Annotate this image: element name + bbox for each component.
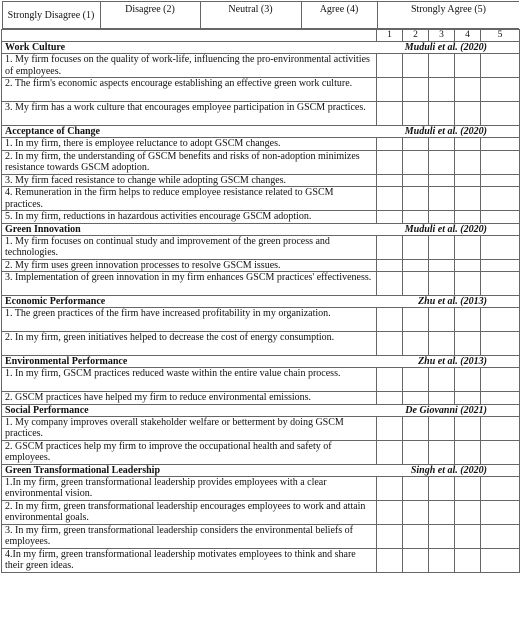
question-row	[2, 174, 520, 187]
rating-cell-3[interactable]	[429, 440, 455, 464]
rating-cell-1[interactable]	[377, 211, 403, 224]
rating-cell-5[interactable]	[481, 500, 520, 524]
question-text: 3. In my firm, green transformational leadership considers the environmental beliefs of employees.	[2, 524, 377, 548]
rating-cell-4[interactable]	[455, 272, 481, 296]
scale-strongly-agree: Strongly Agree (5)	[377, 2, 519, 29]
rating-cell-1[interactable]	[377, 332, 403, 356]
rating-cell-5[interactable]	[481, 416, 520, 440]
rating-cell-2[interactable]	[403, 524, 429, 548]
section-header-row	[2, 464, 520, 476]
section-source: Singh et al. (2020)	[377, 464, 520, 476]
rating-cell-3[interactable]	[429, 392, 455, 405]
rating-cell-4[interactable]	[455, 476, 481, 500]
scale-disagree: Disagree (2)	[100, 2, 200, 29]
rating-cell-5[interactable]	[481, 138, 520, 151]
rating-cell-1[interactable]	[377, 259, 403, 272]
section-source: Zhu et al. (2013)	[377, 296, 520, 308]
section-title: Work Culture	[2, 42, 377, 54]
rating-cell-5[interactable]	[481, 392, 520, 405]
scale-strongly-disagree: Strongly Disagree (1)	[2, 2, 100, 29]
question-text: 4.In my firm, green transformational leadership motivates employees to think and share their green ideas.	[2, 548, 377, 572]
question-text: 2. GSCM practices have helped my firm to reduce environmental emissions.	[2, 392, 377, 405]
rating-cell-4[interactable]	[455, 308, 481, 332]
section-header-row	[2, 223, 520, 235]
rating-cell-2[interactable]	[403, 500, 429, 524]
question-text: 2. The firm's economic aspects encourage establishing an effective green work culture.	[2, 78, 377, 102]
question-text: 1. My company improves overall stakeholder welfare or betterment by doing GSCM practices.	[2, 416, 377, 440]
rating-cell-4[interactable]	[455, 54, 481, 78]
section-source: Muduli et al. (2020)	[377, 126, 520, 138]
question-text: 5. In my firm, reductions in hazardous activities encourage GSCM adoption.	[2, 211, 377, 224]
rating-cell-3[interactable]	[429, 78, 455, 102]
rating-cell-3[interactable]	[429, 524, 455, 548]
rating-cell-1[interactable]	[377, 174, 403, 187]
rating-cell-1[interactable]	[377, 102, 403, 126]
rating-cell-4[interactable]	[455, 174, 481, 187]
rating-cell-3[interactable]	[429, 416, 455, 440]
rating-cell-2[interactable]	[403, 272, 429, 296]
rating-cell-2[interactable]	[403, 548, 429, 572]
rating-cell-2[interactable]	[403, 138, 429, 151]
rating-cell-4[interactable]	[455, 187, 481, 211]
question-text: 2. In my firm, green transformational leadership encourages employees to work and attain environmental goals.	[2, 500, 377, 524]
section-header-row	[2, 296, 520, 308]
question-text: 1. The green practices of the firm have increased profitability in my organization.	[2, 308, 377, 332]
rating-cell-2[interactable]	[403, 368, 429, 392]
question-row	[2, 259, 520, 272]
rating-cell-2[interactable]	[403, 54, 429, 78]
rating-cell-3[interactable]	[429, 272, 455, 296]
question-row	[2, 187, 520, 211]
scale-number: 1	[377, 30, 403, 42]
rating-cell-2[interactable]	[403, 416, 429, 440]
question-row	[2, 211, 520, 224]
section-title: Green Transformational Leadership	[2, 464, 377, 476]
rating-cell-2[interactable]	[403, 332, 429, 356]
rating-cell-3[interactable]	[429, 308, 455, 332]
rating-cell-5[interactable]	[481, 259, 520, 272]
rating-cell-3[interactable]	[429, 102, 455, 126]
rating-cell-2[interactable]	[403, 187, 429, 211]
rating-cell-5[interactable]	[481, 174, 520, 187]
question-text: 1.In my firm, green transformational leadership provides employees with a clear environmental vision.	[2, 476, 377, 500]
rating-cell-5[interactable]	[481, 440, 520, 464]
question-text: 2. GSCM practices help my firm to improve the occupational health and safety of employees.	[2, 440, 377, 464]
rating-cell-5[interactable]	[481, 211, 520, 224]
question-text: 2. In my firm, green initiatives helped to decrease the cost of energy consumption.	[2, 332, 377, 356]
rating-cell-4[interactable]	[455, 78, 481, 102]
question-row	[2, 272, 520, 296]
rating-cell-3[interactable]	[429, 187, 455, 211]
question-row	[2, 235, 520, 259]
rating-cell-4[interactable]	[455, 150, 481, 174]
rating-cell-3[interactable]	[429, 548, 455, 572]
rating-cell-4[interactable]	[455, 102, 481, 126]
rating-cell-4[interactable]	[455, 440, 481, 464]
question-text: 1. My firm focuses on the quality of work-life, influencing the pro-environmental activities of employees.	[2, 54, 377, 78]
question-text: 4. Remuneration in the firm helps to reduce employee resistance related to GSCM practices.	[2, 187, 377, 211]
section-source: Muduli et al. (2020)	[377, 223, 520, 235]
rating-cell-2[interactable]	[403, 476, 429, 500]
question-row	[2, 416, 520, 440]
question-row	[2, 78, 520, 102]
rating-cell-5[interactable]	[481, 102, 520, 126]
rating-cell-1[interactable]	[377, 440, 403, 464]
rating-cell-3[interactable]	[429, 332, 455, 356]
rating-cell-3[interactable]	[429, 476, 455, 500]
rating-cell-3[interactable]	[429, 259, 455, 272]
rating-cell-5[interactable]	[481, 235, 520, 259]
rating-cell-1[interactable]	[377, 187, 403, 211]
rating-cell-2[interactable]	[403, 308, 429, 332]
rating-cell-3[interactable]	[429, 235, 455, 259]
section-source: Muduli et al. (2020)	[377, 42, 520, 54]
rating-cell-2[interactable]	[403, 392, 429, 405]
rating-cell-5[interactable]	[481, 524, 520, 548]
scale-number: 3	[429, 30, 455, 42]
question-row	[2, 368, 520, 392]
scale-number-row	[2, 30, 520, 42]
scale-number: 2	[403, 30, 429, 42]
question-row	[2, 500, 520, 524]
question-row	[2, 548, 520, 572]
question-row	[2, 150, 520, 174]
rating-cell-1[interactable]	[377, 235, 403, 259]
section-header-row	[2, 42, 520, 54]
rating-cell-4[interactable]	[455, 548, 481, 572]
scale-header-row	[2, 1, 520, 30]
rating-cell-3[interactable]	[429, 150, 455, 174]
rating-cell-2[interactable]	[403, 211, 429, 224]
question-row	[2, 476, 520, 500]
question-row	[2, 524, 520, 548]
section-source: Zhu et al. (2013)	[377, 356, 520, 368]
rating-cell-3[interactable]	[429, 500, 455, 524]
rating-cell-1[interactable]	[377, 138, 403, 151]
rating-cell-4[interactable]	[455, 416, 481, 440]
rating-cell-2[interactable]	[403, 440, 429, 464]
rating-cell-5[interactable]	[481, 332, 520, 356]
section-source: De Giovanni (2021)	[377, 404, 520, 416]
rating-cell-4[interactable]	[455, 524, 481, 548]
rating-cell-5[interactable]	[481, 476, 520, 500]
section-title: Economic Performance	[2, 296, 377, 308]
questionnaire-sheet	[1, 1, 519, 622]
question-row	[2, 440, 520, 464]
scale-number: 5	[481, 30, 520, 42]
rating-cell-4[interactable]	[455, 235, 481, 259]
section-title: Social Performance	[2, 404, 377, 416]
rating-cell-1[interactable]	[377, 524, 403, 548]
section-header-row	[2, 404, 520, 416]
blank-header-cell	[2, 30, 377, 42]
question-row	[2, 54, 520, 78]
section-header-row	[2, 126, 520, 138]
rating-cell-4[interactable]	[455, 138, 481, 151]
scale-agree: Agree (4)	[301, 2, 377, 29]
section-title: Environmental Performance	[2, 356, 377, 368]
rating-cell-4[interactable]	[455, 259, 481, 272]
rating-cell-5[interactable]	[481, 78, 520, 102]
rating-cell-1[interactable]	[377, 308, 403, 332]
question-row	[2, 392, 520, 405]
rating-cell-5[interactable]	[481, 150, 520, 174]
question-text: 3. My firm has a work culture that encourages employee participation in GSCM practices.	[2, 102, 377, 126]
rating-cell-5[interactable]	[481, 272, 520, 296]
rating-cell-3[interactable]	[429, 211, 455, 224]
section-header-row	[2, 356, 520, 368]
question-text: 3. My firm faced resistance to change while adopting GSCM changes.	[2, 174, 377, 187]
rating-cell-2[interactable]	[403, 102, 429, 126]
rating-cell-4[interactable]	[455, 332, 481, 356]
rating-cell-5[interactable]	[481, 54, 520, 78]
rating-cell-1[interactable]	[377, 476, 403, 500]
rating-cell-3[interactable]	[429, 174, 455, 187]
rating-cell-5[interactable]	[481, 187, 520, 211]
question-row	[2, 332, 520, 356]
rating-cell-2[interactable]	[403, 235, 429, 259]
rating-cell-1[interactable]	[377, 150, 403, 174]
rating-cell-2[interactable]	[403, 259, 429, 272]
rating-cell-4[interactable]	[455, 211, 481, 224]
rating-cell-3[interactable]	[429, 138, 455, 151]
rating-cell-2[interactable]	[403, 174, 429, 187]
rating-cell-1[interactable]	[377, 500, 403, 524]
question-text: 2. My firm uses green innovation processes to resolve GSCM issues.	[2, 259, 377, 272]
question-row	[2, 138, 520, 151]
rating-cell-1[interactable]	[377, 272, 403, 296]
rating-cell-1[interactable]	[377, 78, 403, 102]
scale-neutral: Neutral (3)	[200, 2, 301, 29]
question-text: 1. In my firm, there is employee reluctance to adopt GSCM changes.	[2, 138, 377, 151]
rating-cell-5[interactable]	[481, 548, 520, 572]
section-title: Green Innovation	[2, 223, 377, 235]
rating-cell-4[interactable]	[455, 500, 481, 524]
scale-number: 4	[455, 30, 481, 42]
rating-cell-2[interactable]	[403, 150, 429, 174]
rating-cell-3[interactable]	[429, 368, 455, 392]
question-text: 3. Implementation of green innovation in my firm enhances GSCM practices' effectiveness.	[2, 272, 377, 296]
question-text: 2. In my firm, the understanding of GSCM benefits and risks of non-adoption minimizes resistance towards GSCM adoption.	[2, 150, 377, 174]
question-row	[2, 102, 520, 126]
rating-cell-2[interactable]	[403, 78, 429, 102]
question-row	[2, 308, 520, 332]
rating-cell-1[interactable]	[377, 54, 403, 78]
rating-cell-4[interactable]	[455, 392, 481, 405]
section-title: Acceptance of Change	[2, 126, 377, 138]
rating-cell-5[interactable]	[481, 368, 520, 392]
rating-cell-5[interactable]	[481, 308, 520, 332]
likert-table	[1, 1, 520, 573]
question-text: 1. My firm focuses on continual study and improvement of the green process and technologies.	[2, 235, 377, 259]
question-text: 1. In my firm, GSCM practices reduced waste within the entire value chain process.	[2, 368, 377, 392]
rating-cell-3[interactable]	[429, 54, 455, 78]
rating-cell-4[interactable]	[455, 368, 481, 392]
rating-cell-1[interactable]	[377, 548, 403, 572]
rating-cell-1[interactable]	[377, 416, 403, 440]
rating-cell-1[interactable]	[377, 392, 403, 405]
rating-cell-1[interactable]	[377, 368, 403, 392]
